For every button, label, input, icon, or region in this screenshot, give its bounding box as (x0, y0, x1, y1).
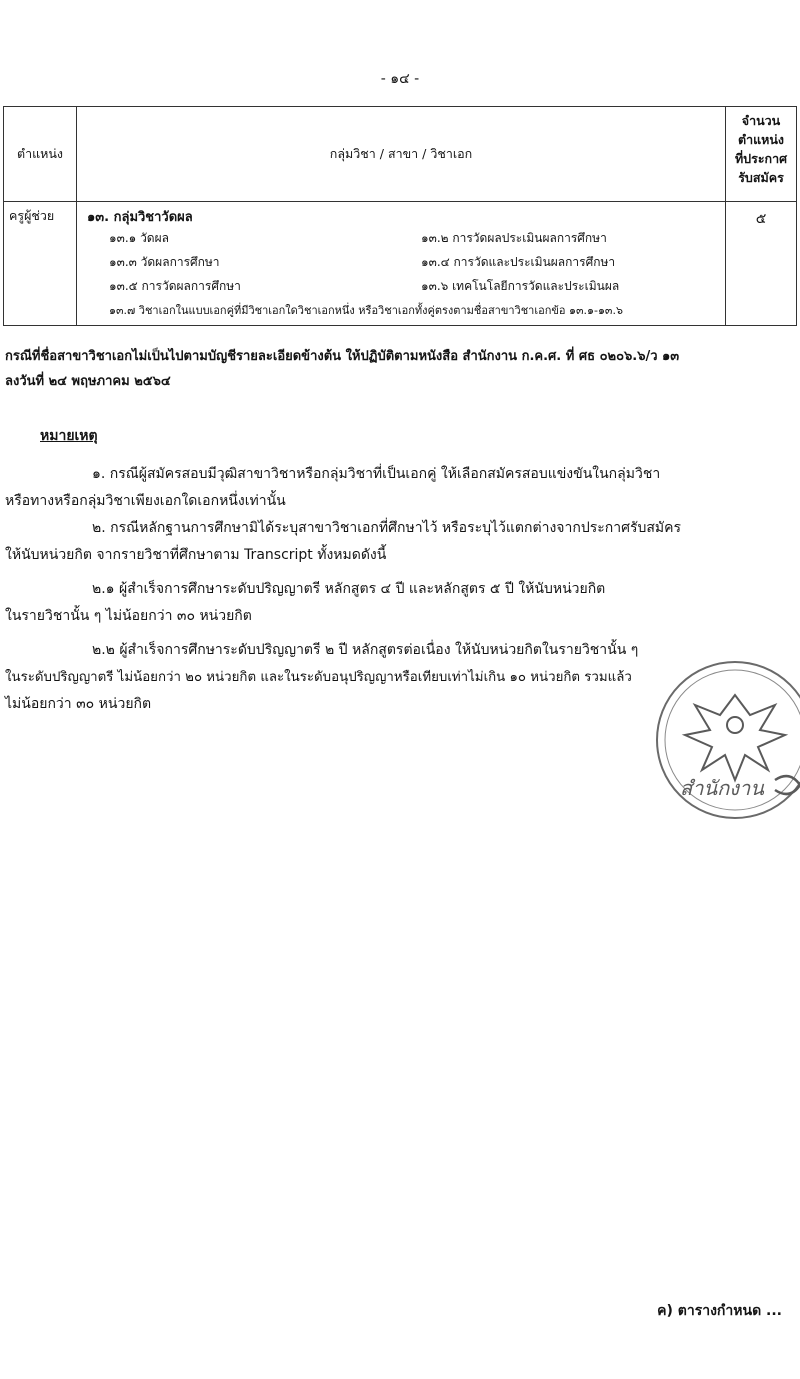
remark-line: ๒.๒ ผู้สำเร็จการศึกษาระดับปริญญาตรี ๒ ปี หลักสูตรต่อเนื่อง ให้นับหน่วยกิตในรายวิชานั้น ๆ (92, 642, 639, 658)
table-row (4, 202, 797, 326)
subject-item: ๑๓.๔ การวัดและประเมินผลการศึกษา (421, 255, 616, 269)
garuda-seal-icon (640, 655, 800, 830)
note-line-1: กรณีที่ชื่อสาขาวิชาเอกไม่เป็นไปตามบัญชีรายละเอียดข้างต้น ให้ปฏิบัติตามหนังสือ สำนักงาน ก.ค.ศ. ที่ ศธ ๐๒๐๖.๖/ว ๑๓ (5, 349, 680, 364)
header-count-line: รับสมัคร (738, 170, 784, 185)
header-position: ตำแหน่ง (4, 107, 77, 202)
subject-item: ๑๓.๖ เทคโนโลยีการวัดและประเมินผล (421, 279, 620, 293)
group-title: ๑๓. กลุ่มวิชาวัดผล (87, 210, 193, 225)
remark-line: ๒.๑ ผู้สำเร็จการศึกษาระดับปริญญาตรี หลักสูตร ๔ ปี และหลักสูตร ๕ ปี ให้นับหน่วยกิต (92, 581, 606, 597)
subject-list (77, 227, 725, 325)
position-table (3, 106, 797, 326)
header-count-line: ที่ประกาศ (734, 151, 788, 166)
table-header-row (4, 107, 797, 202)
remarks-title: หมายเหตุ (40, 428, 98, 444)
subject-item: ๑๓.๓ วัดผลการศึกษา (109, 255, 220, 269)
page-number: - ๑๔ - (380, 71, 420, 87)
row-count: ๕ (726, 202, 797, 326)
header-count-line: จำนวน (741, 113, 781, 128)
subject-item: ๑๓.๒ การวัดผลประเมินผลการศึกษา (421, 231, 607, 245)
footer-continuation: ค) ตารางกำหนด ... (657, 1303, 782, 1319)
row-group-cell (77, 202, 726, 326)
remark-line: ให้นับหน่วยกิต จากรายวิชาที่ศึกษาตาม Transcript ทั้งหมดดังนี้ (5, 547, 387, 563)
row-position: ครูผู้ช่วย (4, 202, 77, 326)
note-line-2: ลงวันที่ ๒๔ พฤษภาคม ๒๕๖๔ (5, 374, 171, 389)
header-count-line: ตำแหน่ง (737, 132, 785, 147)
remark-line: ในรายวิชานั้น ๆ ไม่น้อยกว่า ๓๐ หน่วยกิต (5, 608, 252, 624)
header-group: กลุ่มวิชา / สาขา / วิชาเอก (77, 107, 726, 202)
remark-line: ไม่น้อยกว่า ๓๐ หน่วยกิต (5, 696, 152, 712)
header-count (726, 107, 797, 202)
subject-item: ๑๓.๑ วัดผล (109, 231, 169, 245)
remark-line: ๒. กรณีหลักฐานการศึกษามิได้ระบุสาขาวิชาเอกที่ศึกษาไว้ หรือระบุไว้แตกต่างจากประกาศรับสมัคร (92, 520, 682, 536)
subject-item: ๑๓.๕ การวัดผลการศึกษา (109, 279, 241, 293)
remark-line: ๑. กรณีผู้สมัครสอบมีวุฒิสาขาวิชาหรือกลุ่มวิชาที่เป็นเอกคู่ ให้เลือกสมัครสอบแข่งขันในกลุ่มวิชา (92, 466, 661, 482)
remark-line: หรือทางหรือกลุ่มวิชาเพียงเอกใดเอกหนึ่งเท่านั้น (5, 493, 286, 509)
remark-line: ในระดับปริญญาตรี ไม่น้อยกว่า ๒๐ หน่วยกิต และในระดับอนุปริญญาหรือเทียบเท่าไม่เกิน ๑๐ หน่วยกิต รวมแล้ว (5, 670, 632, 685)
subject-item: ๑๓.๗ วิชาเอกในแบบเอกคู่ที่มีวิชาเอกใดวิชาเอกหนึ่ง หรือวิชาเอกทั้งคู่ตรงตามชื่อสาขาวิชาเอกข้อ ๑๓.๑-๑๓.๖ (109, 304, 623, 317)
seal-text: สำนักงาน (680, 776, 764, 800)
